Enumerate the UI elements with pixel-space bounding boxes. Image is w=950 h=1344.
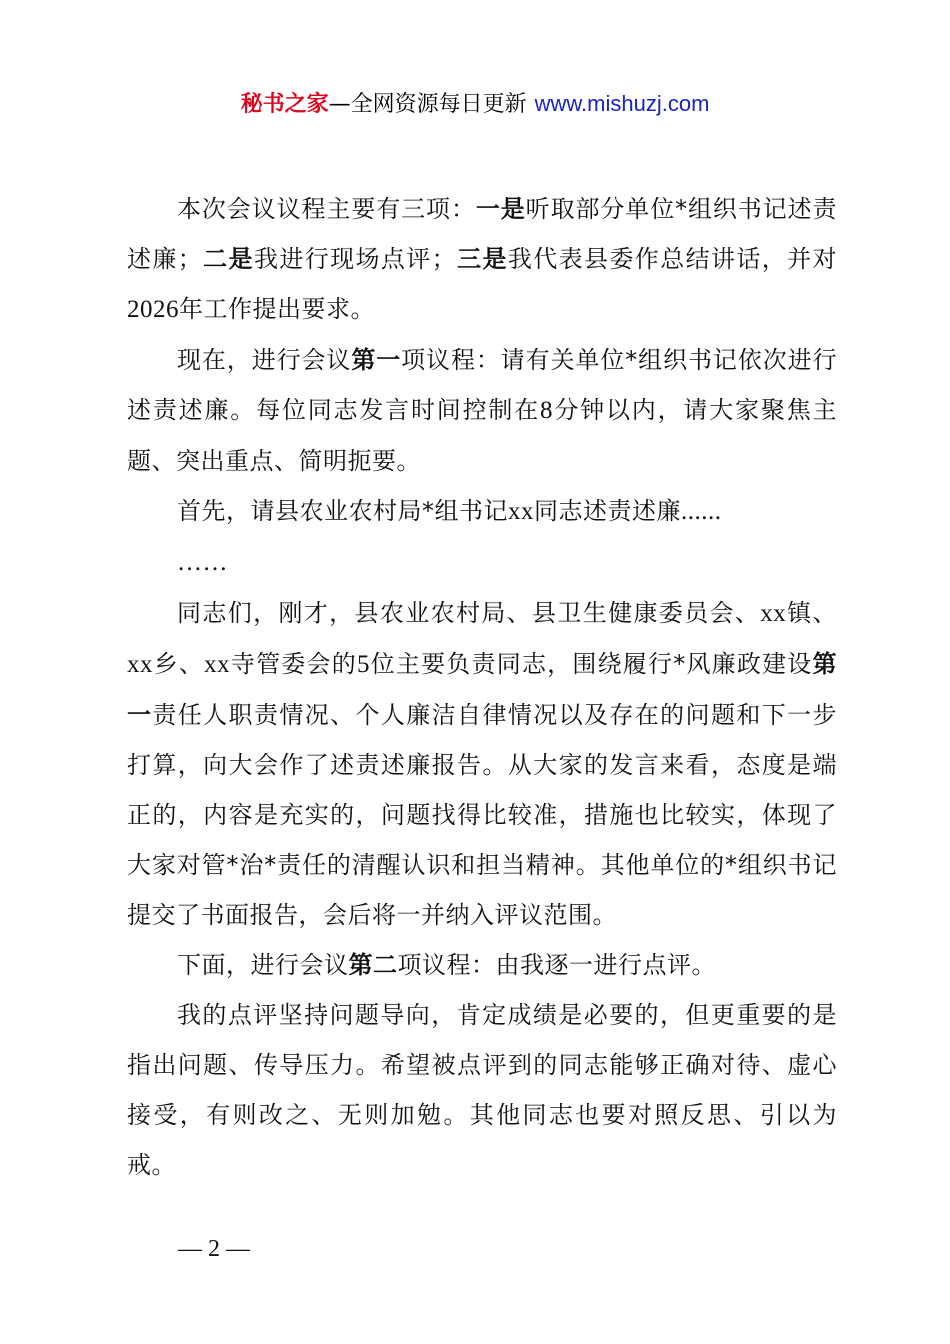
site-header <box>0 86 950 123</box>
paragraph-first-agenda: 现在，进行会议第一项议程：请有关单位*组织书记依次进行述责述廉。每位同志发言时间控制在8分钟以内，请大家聚焦主题、突出重点、简明扼要。 <box>127 346 838 475</box>
paragraph-first-speaker: 首先，请县农业农村局*组书记xx同志述责述廉...... <box>177 497 722 525</box>
paragraph-summary-reports: 同志们，刚才，县农业农村局、县卫生健康委员会、xx镇、xx乡、xx寺管委会的5位主要负责同志，围绕履行*风廉政建设第一责任人职责情况、个人廉洁自律情况以及存在的问题和下一步打算，向大会作了述责述廉报告。从大家的发言来看，态度是端正的，内容是充实的，问题找得比较准，措施也比较实，体现了大家对管*治*责任的清醒认识和担当精神。其他单位的*组织书记提交了书面报告，会后将一并纳入评议范围。 <box>127 599 838 929</box>
paragraph-second-agenda: 下面，进行会议第二项议程：由我逐一进行点评。 <box>177 951 716 979</box>
paragraph-review-principle: 我的点评坚持问题导向，肯定成绩是必要的，但更重要的是指出问题、传导压力。希望被点评到的同志能够正确对待、虚心接受，有则改之、无则加勉。其他同志也要对照反思、引以为戒。 <box>127 1001 837 1179</box>
site-url-link[interactable]: www.mishuzj.com <box>534 91 710 116</box>
paragraph-ellipsis: …… <box>177 549 228 576</box>
paragraph-agenda-overview: 本次会议议程主要有三项：一是听取部分单位*组织书记述责述廉；二是我进行现场点评；三是我代表县委作总结讲话，并对2026年工作提出要求。 <box>127 195 838 323</box>
page-number: — 2 — <box>178 1236 250 1262</box>
document-body <box>127 184 837 1190</box>
brand-name: 秘书之家 <box>240 92 329 117</box>
header-tagline: —全网资源每日更新 <box>328 92 527 117</box>
